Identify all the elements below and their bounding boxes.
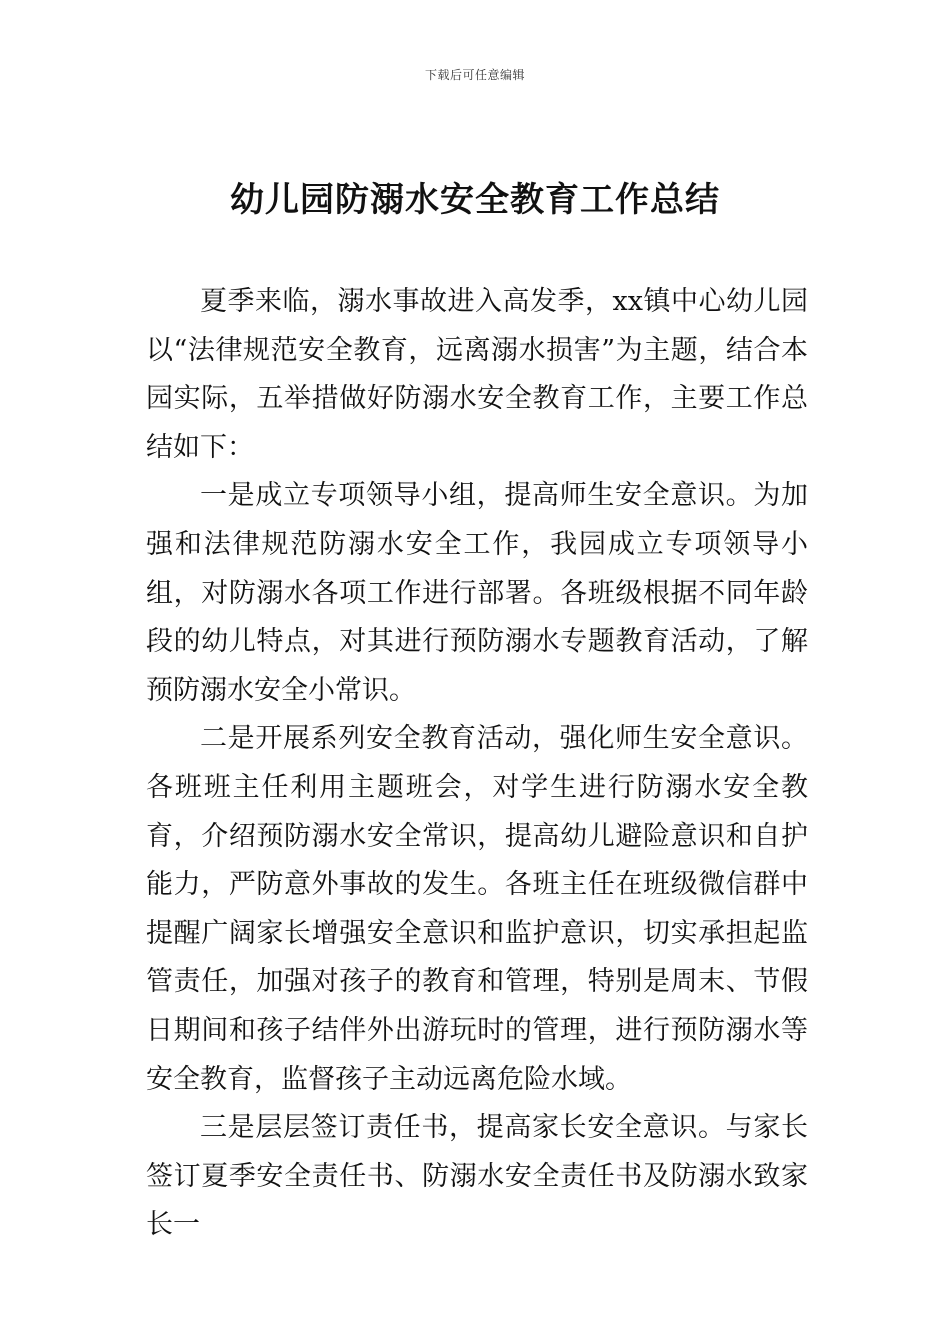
document-title: 幼儿园防溺水安全教育工作总结 (230, 180, 720, 220)
paragraph-intro: 夏季来临，溺水事故进入高发季，xx镇中心幼儿园以“法律规范安全教育，远离溺水损害”为主题，结合本园实际，五举措做好防溺水安全教育工作，主要工作总结如下： (146, 286, 808, 463)
document-body (146, 278, 808, 1250)
paragraph-measure-one: 一是成立专项领导小组，提高师生安全意识。为加强和法律规范防溺水安全工作，我园成立专项领导小组，对防溺水各项工作进行部署。各班级根据不同年龄段的幼儿特点，对其进行预防溺水专题教育活动，了解预防溺水安全小常识。 (146, 480, 808, 706)
paragraph-measure-two: 二是开展系列安全教育活动，强化师生安全意识。各班班主任利用主题班会，对学生进行防溺水安全教育，介绍预防溺水安全常识，提高幼儿避险意识和自护能力，严防意外事故的发生。各班主任在班级微信群中提醒广阔家长增强安全意识和监护意识，切实承担起监管责任，加强对孩子的教育和管理，特别是周末、节假日期间和孩子结伴外出游玩时的管理，进行预防溺水等安全教育，监督孩子主动远离危险水域。 (146, 723, 808, 1095)
paragraph-measure-three: 三是层层签订责任书，提高家长安全意识。与家长签订夏季安全责任书、防溺水安全责任书及防溺水致家长一 (146, 1112, 808, 1241)
header-note: 下载后可任意编辑 (424, 68, 525, 82)
